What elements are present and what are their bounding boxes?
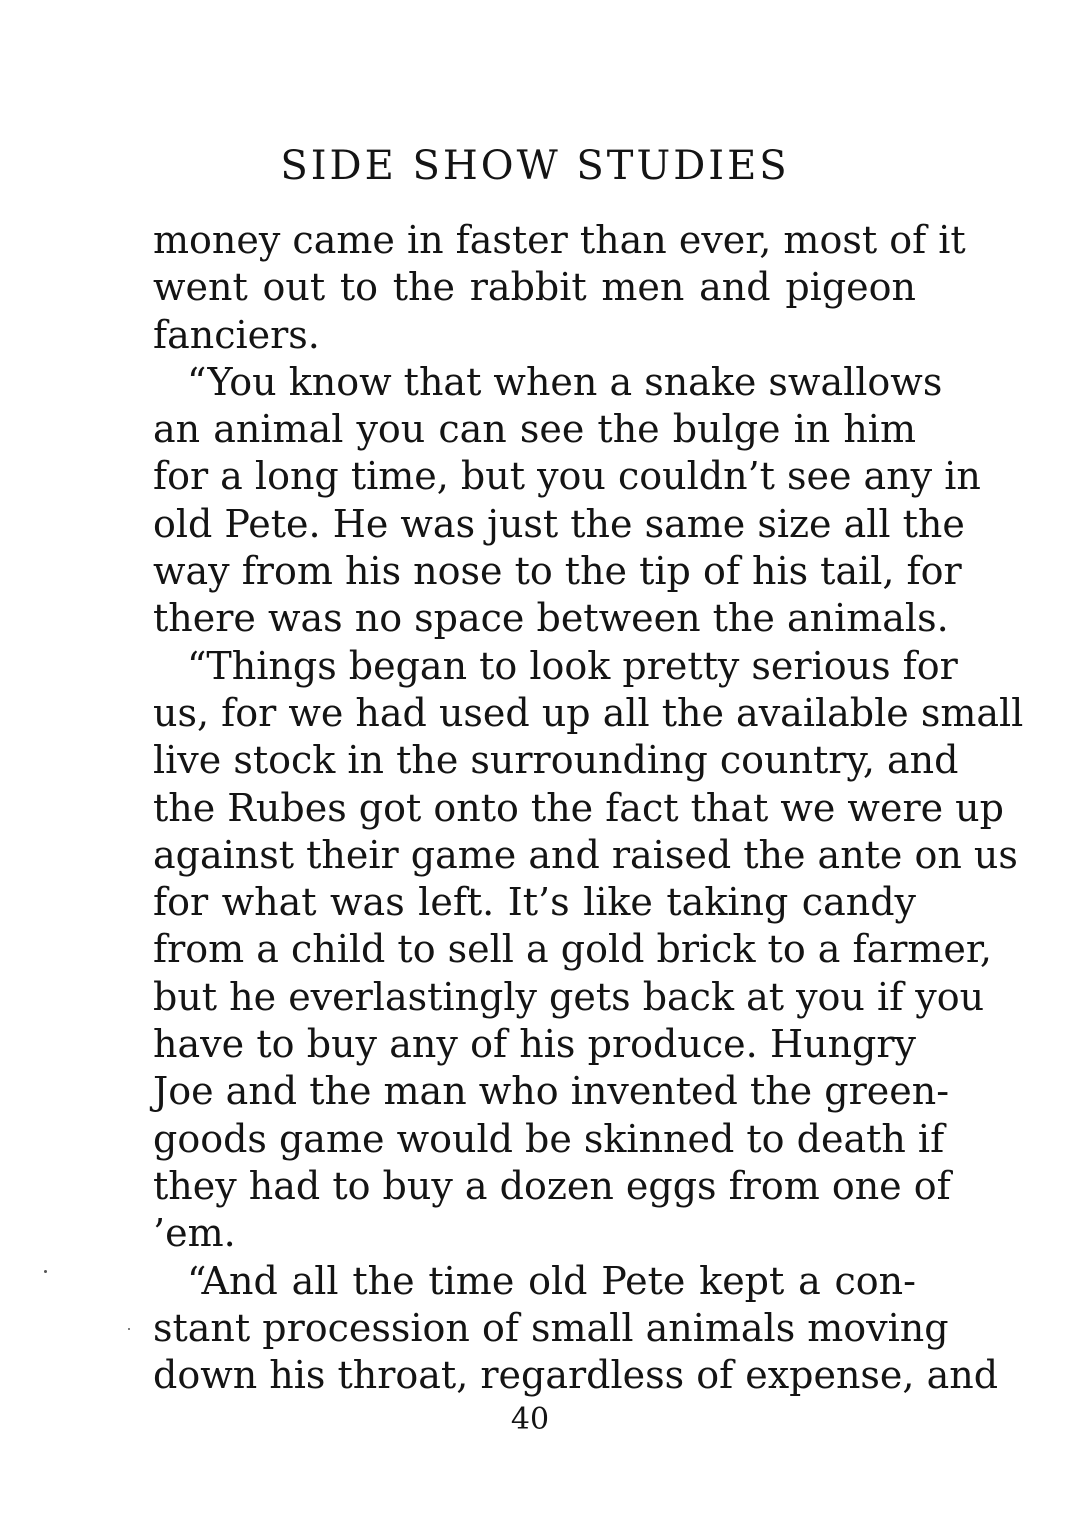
text-line: against their game and raised the ante on us [153,832,1018,877]
text-line: way from his nose to the tip of his tail, for [153,549,962,594]
text-line: fanciers. [153,312,320,357]
text-line: Joe and the man who invented the green- [153,1069,950,1114]
text-line: live stock in the surrounding country, and [153,738,959,783]
text-line: old Pete. He was just the same size all the [153,501,965,546]
paragraph-first-line: “Things began to look pretty serious for [187,643,958,688]
paragraph-first-line: “And all the time old Pete kept a con- [187,1258,916,1303]
text-line: goods game would be skinned to death if [153,1116,945,1161]
text-line: the Rubes got onto the fact that we were up [153,785,1004,830]
text-line: but he everlastingly gets back at you if you [153,974,985,1019]
text-line: us, for we had used up all the available small [153,690,1024,735]
scan-speck [44,1270,47,1273]
text-line: they had to buy a dozen eggs from one of [153,1163,951,1208]
text-line: ’em. [153,1211,236,1256]
text-line: have to buy any of his produce. Hungry [153,1022,916,1067]
body-text [153,217,1024,1399]
paragraph-first-line: “You know that when a snake swallows [187,359,943,404]
text-line: there was no space between the animals. [153,596,949,641]
text-line: for what was left. It’s like taking candy [153,880,916,925]
text-line: down his throat, regardless of expense, and [153,1353,999,1398]
page-number: 40 [510,1402,550,1437]
text-line: for a long time, but you couldn’t see any in [153,454,981,499]
text-line: money came in faster than ever, most of it [153,218,966,262]
text-line: an animal you can see the bulge in him [153,407,916,452]
text-line: stant procession of small animals moving [153,1305,949,1350]
text-line: went out to the rabbit men and pigeon [153,265,916,310]
text-line: from a child to sell a gold brick to a farmer, [153,927,992,972]
scan-speck [128,1328,130,1330]
running-head: SIDE SHOW STUDIES [280,143,790,189]
